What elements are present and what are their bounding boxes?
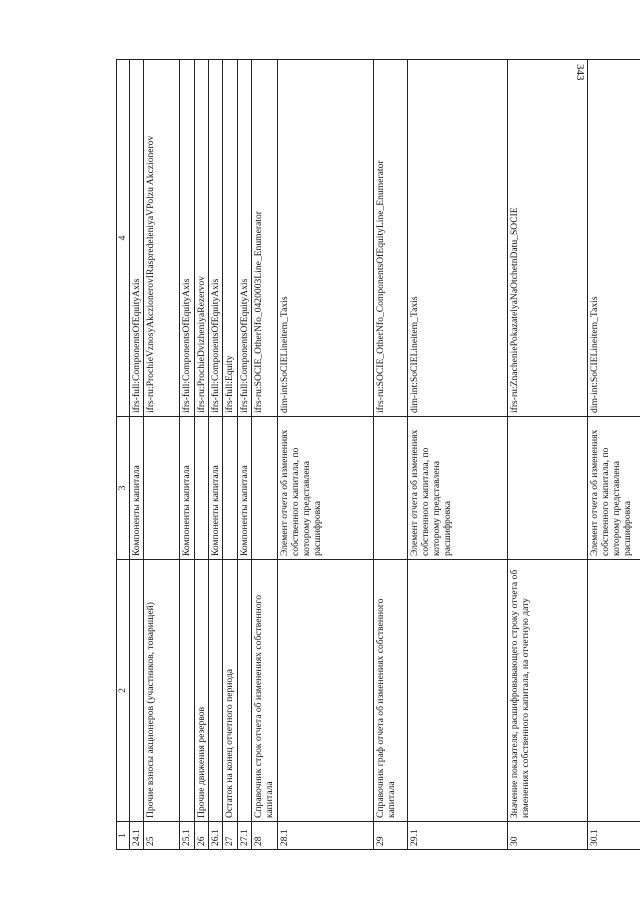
row-number-cell: 29.1	[407, 822, 507, 850]
row-xbrl-element-cell: ifrs-full:ComponentsOfEquityAxis	[130, 60, 144, 417]
row-number-cell: 27	[223, 822, 237, 850]
row-name-cell: Значение показателя, расшифровывающего строку отчета об изменениях собственного капитала, на отчетную дату	[507, 560, 587, 822]
table-row	[144, 60, 180, 850]
row-xbrl-element-cell: ifrs-full:ComponentsOfEquityAxis	[180, 60, 194, 417]
row-xbrl-element-cell: ifrs-ru:SOCIE_OtherNfo_0420003Line_Enumerator	[251, 60, 277, 417]
row-xbrl-element-cell: dim-int:SoCIELineitem_Taxis	[587, 60, 640, 417]
row-name-cell	[180, 560, 194, 822]
row-type-cell	[223, 417, 237, 560]
row-name-cell	[208, 560, 222, 822]
row-number-cell: 26	[194, 822, 208, 850]
row-xbrl-element-cell: ifrs-full:Equity	[223, 60, 237, 417]
row-type-cell: Элемент отчета об изменениях собственного капитала, по которому представлена расшифровка	[587, 417, 640, 560]
table-row	[407, 60, 507, 850]
table-row	[130, 60, 144, 850]
header-col-4: 4	[117, 60, 130, 417]
row-number-cell: 29	[373, 822, 407, 850]
row-number-cell: 25.1	[180, 822, 194, 850]
row-xbrl-element-cell: dim-int:SoCIELineitem_Taxis	[277, 60, 373, 417]
row-name-cell: Прочие взносы акционеров (участников, товарищей)	[144, 560, 180, 822]
table-row	[507, 60, 587, 850]
table-row	[277, 60, 373, 850]
row-type-cell	[373, 417, 407, 560]
row-type-cell: Элемент отчета об изменениях собственного капитала, по которому представлена расшифровка	[407, 417, 507, 560]
row-type-cell: Компоненты капитала	[180, 417, 194, 560]
row-type-cell	[507, 417, 587, 560]
row-name-cell	[277, 560, 373, 822]
row-number-cell: 24.1	[130, 822, 144, 850]
header-col-1: 1	[117, 822, 130, 850]
table-row	[373, 60, 407, 850]
row-name-cell	[587, 560, 640, 822]
table-row	[251, 60, 277, 850]
row-number-cell: 27.1	[237, 822, 251, 850]
row-type-cell: Компоненты капитала	[237, 417, 251, 560]
xbrl-mapping-table	[116, 59, 640, 850]
row-type-cell	[144, 417, 180, 560]
table-row	[587, 60, 640, 850]
row-xbrl-element-cell: ifrs-ru:ProchieDvizheniyaRezervov	[194, 60, 208, 417]
row-number-cell: 28.1	[277, 822, 373, 850]
row-number-cell: 30	[507, 822, 587, 850]
row-type-cell: Элемент отчета об изменениях собственного капитала, по которому представлена расшифровка	[277, 417, 373, 560]
table-row	[194, 60, 208, 850]
row-type-cell	[194, 417, 208, 560]
row-number-cell: 26.1	[208, 822, 222, 850]
table-row	[223, 60, 237, 850]
row-name-cell	[130, 560, 144, 822]
header-col-2: 2	[117, 560, 130, 822]
table-row	[237, 60, 251, 850]
row-xbrl-element-cell: ifrs-full:ComponentsOfEquityAxis	[208, 60, 222, 417]
table-row	[208, 60, 222, 850]
header-row	[117, 60, 130, 850]
row-number-cell: 25	[144, 822, 180, 850]
row-number-cell: 30.1	[587, 822, 640, 850]
row-xbrl-element-cell: ifrs-full:ComponentsOfEquityAxis	[237, 60, 251, 417]
row-name-cell: Справочник граф отчета об изменениях собственного капитала	[373, 560, 407, 822]
row-type-cell: Компоненты капитала	[130, 417, 144, 560]
row-name-cell	[237, 560, 251, 822]
row-xbrl-element-cell: ifrs-ru:SOCIE_OtherNfo_ComponentsOfEquityLine_Enumerator	[373, 60, 407, 417]
header-col-3: 3	[117, 417, 130, 560]
row-name-cell	[407, 560, 507, 822]
row-xbrl-element-cell: ifrs-ru:ZnacheniePokazatelyaNaOtchetnDatu_SOCIE	[507, 60, 587, 417]
row-type-cell: Компоненты капитала	[208, 417, 222, 560]
row-name-cell: Остаток на конец отчетного периода	[223, 560, 237, 822]
row-number-cell: 28	[251, 822, 277, 850]
row-name-cell: Справочник строк отчета об изменениях собственного капитала	[251, 560, 277, 822]
row-type-cell	[251, 417, 277, 560]
row-xbrl-element-cell: ifrs-ru:ProchieVznosyAkczionerovIRaspredeleniyaVPolzu Akczionerov	[144, 60, 180, 417]
page-number: 343	[574, 64, 586, 81]
row-name-cell: Прочие движения резервов	[194, 560, 208, 822]
row-xbrl-element-cell: dim-int:SoCIELineitem_Taxis	[407, 60, 507, 417]
table-row	[180, 60, 194, 850]
